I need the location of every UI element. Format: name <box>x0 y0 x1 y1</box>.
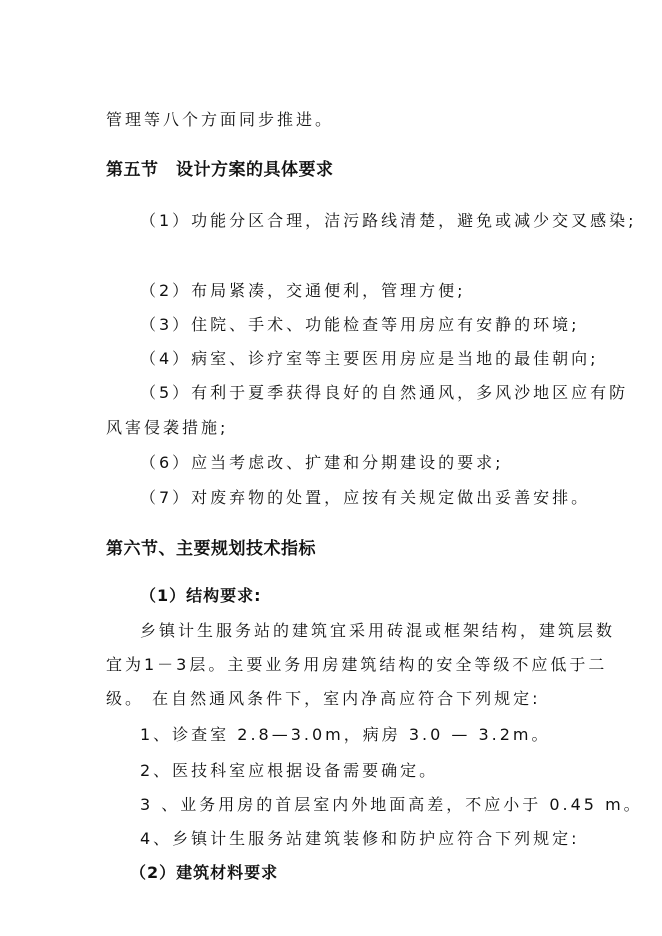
requirement-item-2: （2）布局紧凑，交通便利，管理方便; <box>140 281 466 300</box>
requirement-item-3: （3）住院、手术、功能检查等用房应有安静的环境; <box>140 315 580 334</box>
section-5-heading: 第五节 设计方案的具体要求 <box>106 160 334 180</box>
materials-requirements-heading: （2）建筑材料要求 <box>130 863 279 882</box>
requirement-item-7: （7）对废弃物的处置，应按有关规定做出妥善安排。 <box>140 488 591 507</box>
requirement-item-6: （6）应当考虑改、扩建和分期建设的要求; <box>140 453 504 472</box>
requirement-item-5-continued: 风害侵袭措施; <box>106 418 229 437</box>
height-rule-1: 1、诊查室 2.8—3.0m，病房 3.0 — 3.2m。 <box>140 725 551 744</box>
height-rule-2: 2、医技科室应根据设备需要确定。 <box>140 761 439 780</box>
structure-paragraph-line-2: 宜为1－3层。主要业务用房建筑结构的安全等级不应低于二 <box>106 655 608 674</box>
requirement-item-1: （1）功能分区合理，洁污路线清楚，避免或减少交叉感染; <box>140 211 637 230</box>
requirement-item-4: （4）病室、诊疗室等主要医用房应是当地的最佳朝向; <box>140 349 599 368</box>
height-rule-3: 3 、业务用房的首层室内外地面高差，不应小于 0.45 m。 <box>140 795 643 814</box>
height-rule-4: 4、乡镇计生服务站建筑装修和防护应符合下列规定: <box>140 829 580 848</box>
structure-paragraph-line-1: 乡镇计生服务站的建筑宜采用砖混或框架结构，建筑层数 <box>140 621 616 640</box>
section-6-heading: 第六节、主要规划技术指标 <box>106 539 316 559</box>
structure-paragraph-line-3: 级。 在自然通风条件下，室内净高应符合下列规定: <box>106 689 541 708</box>
structure-requirements-heading: （1）结构要求: <box>140 586 262 605</box>
paragraph-continuation: 管理等八个方面同步推进。 <box>106 110 335 129</box>
requirement-item-5: （5）有利于夏季获得良好的自然通风，多风沙地区应有防 <box>140 383 629 402</box>
